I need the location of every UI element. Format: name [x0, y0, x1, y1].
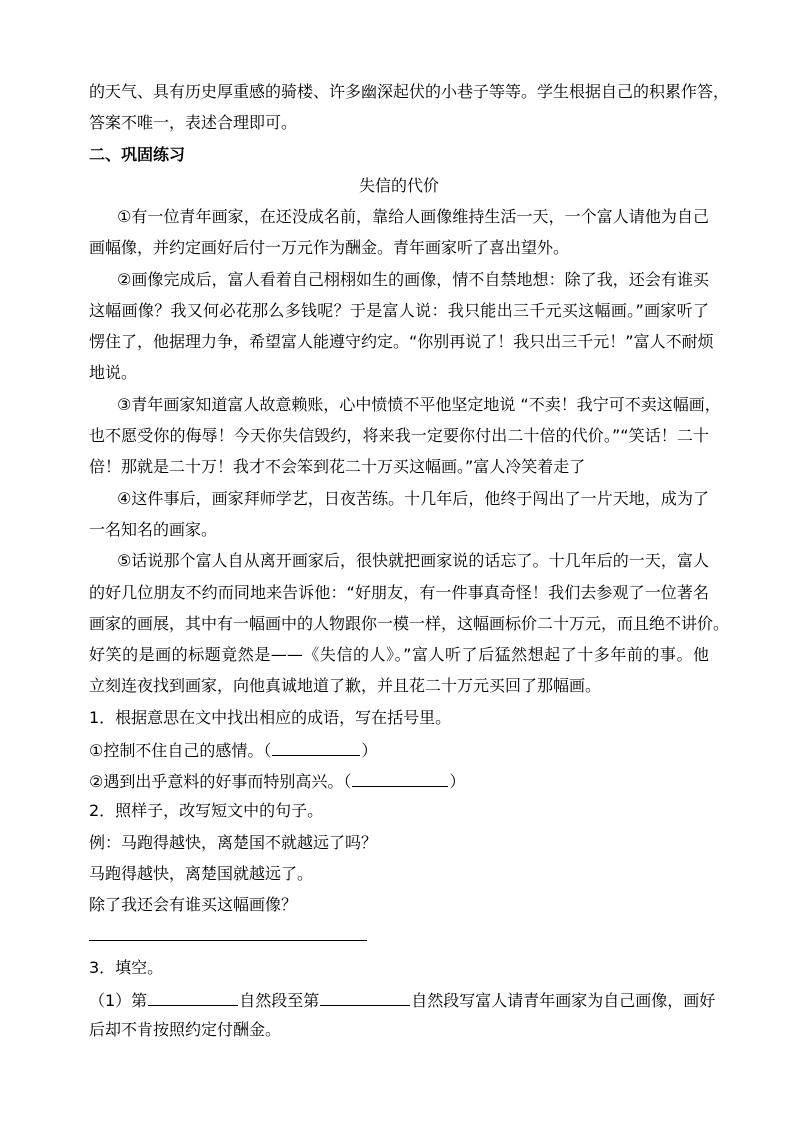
paragraph-2-line-4: 地说。 — [89, 363, 138, 382]
question-1-prompt: 1．根据意思在文中找出相应的成语，写在括号里。 — [89, 708, 452, 727]
paragraph-3-line-1: ③青年画家知道富人故意赖账，心中愤愤不平他坚定地说 “不卖！我宁可不卖这幅画， — [117, 395, 721, 414]
question-3-item-1-part-b: 自然段至第 — [239, 991, 320, 1010]
question-2-task: 除了我还会有谁买这幅画像？ — [89, 895, 298, 914]
question-1-item-1-blank[interactable] — [272, 739, 360, 756]
intro-line-1: 的天气、具有历史厚重感的骑楼、许多幽深起伏的小巷子等等。学生根据自己的积累作答， — [89, 82, 730, 101]
question-1-item-1 — [89, 739, 709, 759]
paragraph-5-line-4: 好笑的是画的标题竟然是——《失信的人》。”富人听了后猛然想起了十多年前的事。他 — [89, 645, 709, 664]
paragraph-2-line-1: ②画像完成后，富人看着自己栩栩如生的画像，情不自禁地想：除了我，还会有谁买 — [117, 270, 709, 289]
paragraph-4-line-1: ④这件事后，画家拜师学艺，日夜苦练。十几年后，他终于闯出了一片天地，成为了 — [117, 489, 709, 508]
paragraph-5-line-5: 立刻连夜找到画家，向他真诚地道了歉，并且花二十万元买回了那幅画。 — [89, 676, 602, 695]
paragraph-5-line-1: ⑤话说那个富人自从离开画家后，很快就把画家说的话忘了。十几年后的一天，富人 — [117, 551, 709, 570]
paragraph-2-line-3: 愣住了，他据理力争，希望富人能遵守约定。“你别再说了！我只出三千元！”富人不耐烦 — [89, 332, 714, 351]
question-1-item-2 — [89, 770, 709, 790]
question-3-blank-2[interactable] — [320, 989, 410, 1006]
question-3-item-1-line-1 — [89, 989, 716, 1010]
paragraph-3-line-2: 也不愿受你的侮辱！今天你失信毁约，将来我一定要你付出二十倍的代价。”“笑话！二十 — [89, 426, 709, 445]
paragraph-1-line-1: ①有一位青年画家，在还没成名前，靠给人画像维持生活一天，一个富人请他为自己 — [117, 207, 709, 226]
intro-line-2: 答案不唯一，表述合理即可。 — [89, 113, 298, 132]
question-3-item-1-part-a: （1）第 — [89, 991, 148, 1010]
story-title: 失信的代价 — [358, 176, 439, 195]
section-heading: 二、巩固练习 — [89, 145, 186, 164]
question-2-answer-line[interactable] — [89, 940, 367, 941]
paragraph-5-line-3: 画家的画展，其中有一幅画中的人物跟你一模一样，这幅画标价二十万元，而且绝不讲价。 — [89, 614, 730, 633]
question-1-item-2-close: ） — [449, 772, 466, 791]
question-3-prompt: 3．填空。 — [89, 958, 164, 977]
question-1-item-2-text: ②遇到出乎意料的好事而特别高兴。（ — [89, 772, 352, 791]
question-1-item-1-text: ①控制不住自己的感情。（ — [89, 741, 272, 760]
paragraph-4-line-2: 一名知名的画家。 — [89, 520, 218, 539]
question-3-blank-1[interactable] — [148, 989, 238, 1006]
paragraph-3-line-3: 倍！那就是二十万！我才不会笨到花二十万买这幅画。”富人冷笑着走了 — [89, 457, 586, 476]
question-2-example-answer: 马跑得越快，离楚国就越远了。 — [89, 864, 314, 883]
paragraph-5-line-2: 的好几位朋友不约而同地来告诉他：“好朋友，有一件事真奇怪！我们去参观了一位著名 — [89, 583, 709, 602]
question-3-item-1-line-2: 后却不肯按照约定付酬金。 — [89, 1020, 282, 1039]
question-1-item-1-close: ） — [361, 741, 378, 760]
question-2-prompt: 2．照样子，改写短文中的句子。 — [89, 801, 324, 820]
question-2-example: 例：马跑得越快，离楚国不就越远了吗？ — [89, 833, 378, 852]
paragraph-2-line-2: 这幅画像？我又何必花那么多钱呢？于是富人说：我只能出三千元买这幅画。”画家听了 — [89, 301, 709, 320]
paragraph-1-line-2: 画幅像，并约定画好后付一万元作为酬金。青年画家听了喜出望外。 — [89, 238, 570, 257]
question-3-item-1-part-c: 自然段写富人请青年画家为自己画像，画好 — [411, 991, 716, 1010]
question-1-item-2-blank[interactable] — [352, 770, 448, 787]
